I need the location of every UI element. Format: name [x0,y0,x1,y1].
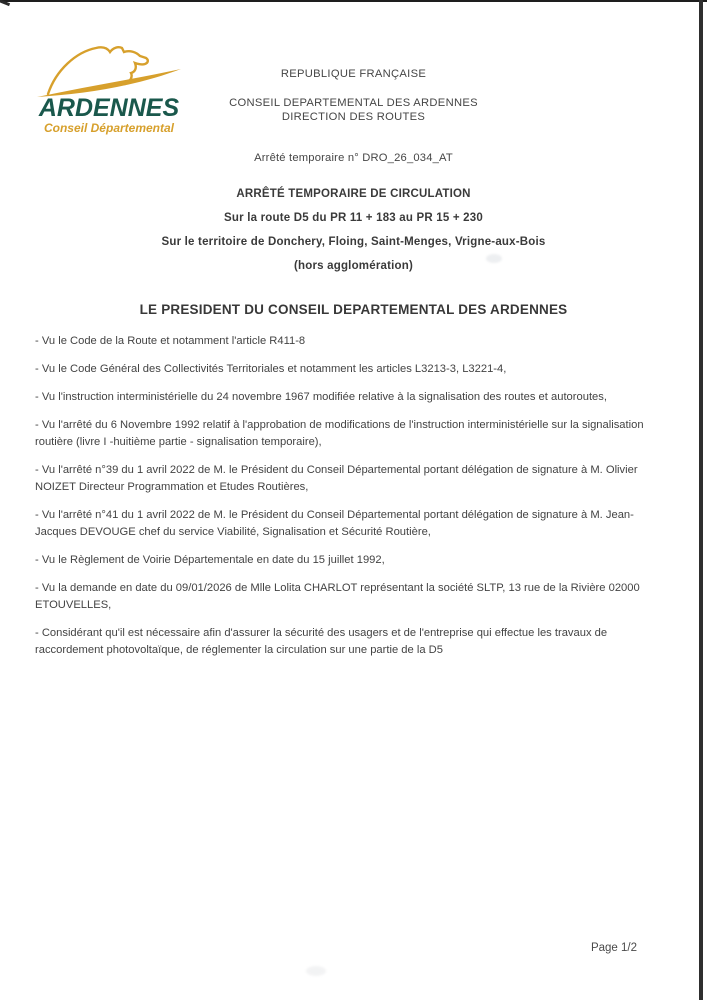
recitals-section [0,333,707,659]
recital-paragraph: - Vu le Code Général des Collectivités Territoriales et notamment les articles L3213-3, L3221-4, [35,363,507,375]
header-conseil: CONSEIL DEPARTEMENTAL DES ARDENNES [229,97,478,109]
decree-route-line: Sur la route D5 du PR 11 + 183 au PR 15 + 230 [224,212,483,224]
header-republique: REPUBLIQUE FRANÇAISE [280,68,427,80]
arrete-reference: Arrêté temporaire n° DRO_26_034_AT [254,152,453,164]
scan-smudge [306,966,326,976]
recital-paragraph: - Vu la demande en date du 09/01/2026 de Mlle Lolita CHARLOT représentant la société SLTP, 13 rue de la Rivière 02000 ETOUVELLES, [35,582,640,611]
page-number: Page 1/2 [590,942,637,954]
recital-paragraph: - Vu le Code de la Route et notamment l'article R411-8 [35,335,306,347]
recital-paragraph: - Vu le Règlement de Voirie Départementale en date du 15 juillet 1992, [35,554,385,566]
decree-title: ARRÊTÉ TEMPORAIRE DE CIRCULATION [236,188,471,200]
recital-paragraph: - Vu l'instruction interministérielle du 24 novembre 1967 modifiée relative à la signalisation des routes et autoroutes, [35,391,607,403]
decree-territory-line: Sur le territoire de Donchery, Floing, Saint-Menges, Vrigne-aux-Bois [161,236,546,248]
recital-paragraph: - Vu l'arrêté n°39 du 1 avril 2022 de M. le Président du Conseil Départemental portant délégation de signature à M. Olivier NOIZET Directeur Programmation et Etudes Routières, [35,464,638,493]
recital-paragraph: - Vu l'arrêté du 6 Novembre 1992 relatif à l'approbation de modifications de l'instruction interministérielle sur la signalisation routière (livre I -huitième partie - signalisation temporaire), [35,419,644,448]
recital-paragraph: - Vu l'arrêté n°41 du 1 avril 2022 de M. le Président du Conseil Départemental portant délégation de signature à M. Jean-Jacques DEVOUGE chef du service Viabilité, Signalisation et Sécurité Routière, [35,509,634,538]
recital-paragraph: - Considérant qu'il est nécessaire afin d'assurer la sécurité des usagers et de l'entreprise qui effectue les travaux de raccordement photovoltaïque, de réglementer la circulation sur une partie de la D5 [35,627,608,656]
president-heading: LE PRESIDENT DU CONSEIL DEPARTEMENTAL DES ARDENNES [139,302,568,317]
logo-subtitle: Conseil Départemental [43,121,175,135]
decree-agglomeration-line: (hors agglomération) [293,260,413,272]
logo-wordmark: ARDENNES [38,94,180,122]
header-direction: DIRECTION DES ROUTES [281,111,426,123]
